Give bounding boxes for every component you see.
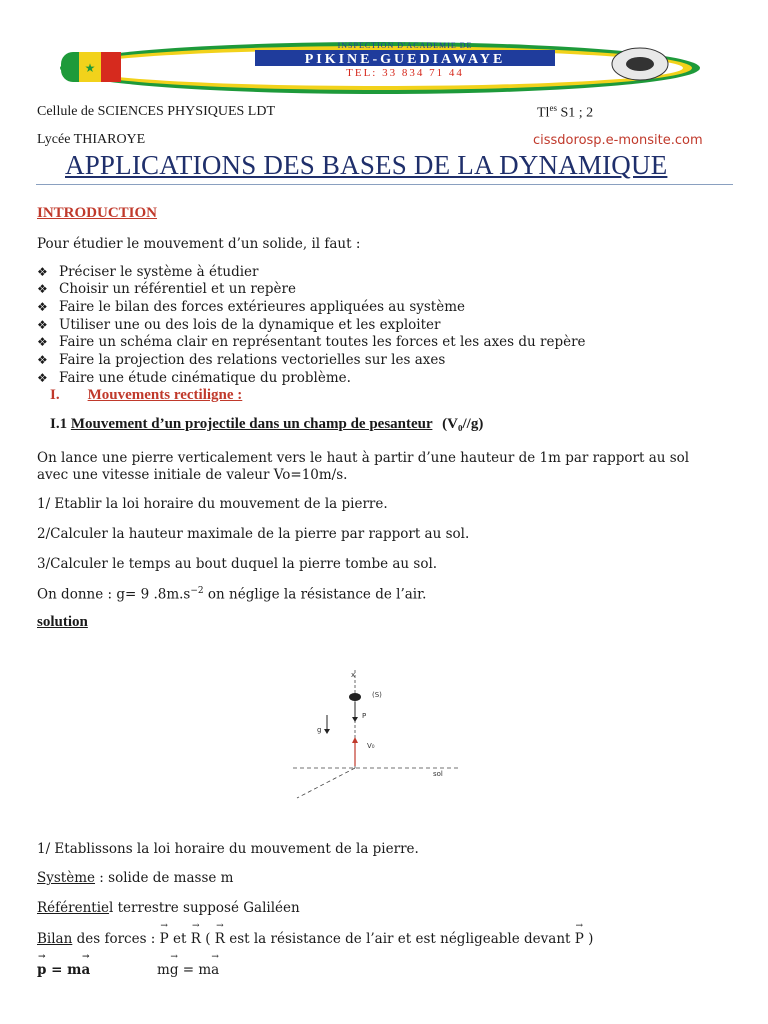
banner-line1: INSPECTION D'ACADEMIE DE [337, 41, 473, 50]
header-lycee: Lycée THIAROYE [37, 132, 146, 147]
solution-heading: solution [37, 614, 88, 630]
diamond-bullet-icon: ❖ [37, 318, 48, 332]
diamond-bullet-icon: ❖ [37, 300, 48, 314]
banner-line3: TEL: 33 834 71 44 [346, 67, 464, 79]
diamond-bullet-icon: ❖ [37, 282, 48, 296]
bilan-line: Bilan des forces : → P et → R ( → R est la résistance de l’air et est négligeable devant → P ) [37, 931, 593, 947]
equation-1: → p = m→ a [37, 962, 90, 978]
bullet-item: ❖ Faire une étude cinématique du problème. [37, 370, 351, 386]
projectile-diagram [285, 660, 465, 805]
step-1: 1/ Etablissons la loi horaire du mouvement de la pierre. [37, 841, 419, 857]
bullet-item: ❖ Faire un schéma clair en représentant toutes les forces et les axes du repère [37, 334, 586, 350]
sol-label: sol [433, 770, 443, 778]
s-label: (S) [372, 691, 382, 699]
bullet-item: ❖ Utiliser une ou des lois de la dynamique et les exploiter [37, 317, 441, 333]
academy-banner [55, 38, 705, 94]
subsection-heading: I.1 Mouvement d’un projectile dans un champ de pesanteur (V₀//g) [50, 416, 484, 432]
g-label: g [317, 726, 322, 734]
depth-line [297, 768, 355, 798]
question-3: 3/Calculer le temps au bout duquel la pierre tombe au sol. [37, 556, 438, 572]
bullet-item: ❖ Préciser le système à étudier [37, 264, 259, 280]
weight-label: P [362, 712, 367, 720]
question-2: 2/Calculer la hauteur maximale de la pierre par rapport au sol. [37, 526, 470, 542]
problem-line: avec une vitesse initiale de valeur Vo=10m/s. [37, 467, 348, 483]
problem-line: On lance une pierre verticalement vers le haut à partir d’une hauteur de 1m par rapport au sol [37, 450, 690, 466]
stone [349, 693, 361, 701]
referentiel-line: Référentiel terrestre supposé Galiléen [37, 900, 300, 916]
section-heading: I. Mouvements rectiligne : [50, 387, 243, 403]
given-data: On donne : g= 9 $.8m.s^{-2}$ on néglige la résistance de l’air. [37, 586, 427, 603]
banner-line2: PIKINE-GUEDIAWAYE [304, 52, 506, 67]
header-class: $Tl^{es}$ S1 ; 2 [537, 103, 594, 121]
systeme-line: Système : solide de masse m [37, 870, 234, 886]
header-cellule: Cellule de SCIENCES PHYSIQUES LDT [37, 104, 275, 119]
svg-text:★: ★ [84, 61, 96, 75]
intro-heading: INTRODUCTION [37, 205, 158, 221]
diamond-bullet-icon: ❖ [37, 335, 48, 349]
question-1: 1/ Etablir la loi horaire du mouvement de la pierre. [37, 496, 388, 512]
bullet-item: ❖ Faire le bilan des forces extérieures appliquées au système [37, 299, 466, 315]
bullet-item: ❖ Faire la projection des relations vectorielles sur les axes [37, 352, 446, 368]
x-axis-label: x [351, 671, 356, 679]
diamond-bullet-icon: ❖ [37, 353, 48, 367]
bullet-item: ❖ Choisir un référentiel et un repère [37, 281, 296, 297]
title-divider [36, 184, 733, 185]
intro-lead: Pour étudier le mouvement d’un solide, il faut : [37, 236, 361, 252]
diamond-bullet-icon: ❖ [37, 265, 48, 279]
diamond-bullet-icon: ❖ [37, 371, 48, 385]
v0-label: V₀ [367, 742, 375, 750]
page-title: APPLICATIONS DES BASES DE LA DYNAMIQUE [65, 150, 668, 180]
header-site: cissdorosp.e-monsite.com [533, 133, 703, 148]
equation-2: m→ g = m→ a [157, 962, 219, 978]
